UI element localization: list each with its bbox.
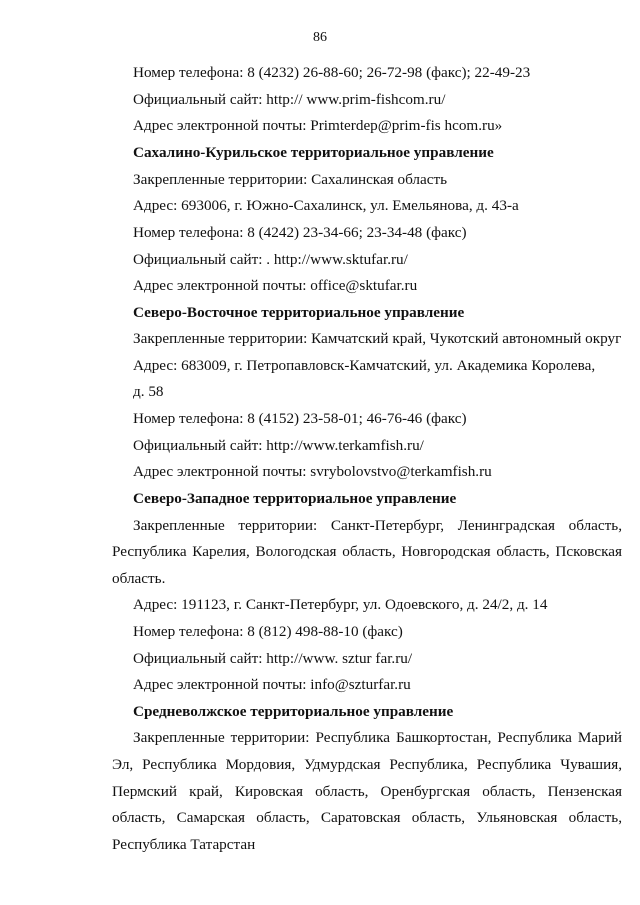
- text-line: Адрес: 191123, г. Санкт-Петербург, ул. Одоевского, д. 24/2, д. 14: [133, 596, 548, 613]
- text-line: Номер телефона: 8 (4232) 26-88-60; 26-72-98 (факс); 22-49-23: [133, 64, 531, 81]
- text-line: Адрес электронной почты: svrybolovstvo@terkamfish.ru: [133, 463, 492, 480]
- text-line: Номер телефона: 8 (4152) 23-58-01; 46-76-46 (факс): [133, 410, 467, 427]
- text-line: Адрес: 683009, г. Петропавловск-Камчатский, ул. Академика Королева,: [133, 357, 596, 374]
- text-line: Официальный сайт: http://www.terkamfish.ru/: [133, 437, 424, 454]
- text-line: Республика Татарстан: [112, 836, 256, 853]
- section-heading: Сахалино-Курильское территориальное управление: [133, 144, 494, 161]
- text-line: Официальный сайт: http:// www.prim-fishcom.ru/: [133, 91, 446, 108]
- text-line: область.: [112, 570, 166, 587]
- text-line: Республика Карелия, Вологодская область, Новгородская область, Псковская: [112, 543, 622, 560]
- page-number: 86: [313, 30, 327, 45]
- text-line: Закрепленные территории: Санкт-Петербург, Ленинградская область,: [133, 517, 622, 534]
- text-line: Номер телефона: 8 (4242) 23-34-66; 23-34-48 (факс): [133, 224, 467, 241]
- section-heading: Северо-Западное территориальное управление: [133, 490, 457, 507]
- text-line: Закрепленные территории: Сахалинская область: [133, 171, 448, 188]
- section-heading: Северо-Восточное территориальное управление: [133, 304, 465, 321]
- text-line: Адрес электронной почты: info@szturfar.ru: [133, 676, 411, 693]
- text-line: Адрес: 693006, г. Южно-Сахалинск, ул. Емельянова, д. 43-а: [133, 197, 519, 214]
- text-line: Эл, Республика Мордовия, Удмурдская Республика, Республика Чувашия,: [112, 756, 622, 773]
- text-line: область, Самарская область, Саратовская область, Ульяновская область,: [112, 809, 622, 826]
- text-line: Закрепленные территории: Республика Башкортостан, Республика Марий: [133, 729, 622, 746]
- text-line: Официальный сайт: . http://www.sktufar.ru/: [133, 251, 408, 268]
- text-line: Адрес электронной почты: Primterdep@prim-fis hcom.ru»: [133, 117, 503, 134]
- text-line: Номер телефона: 8 (812) 498-88-10 (факс): [133, 623, 403, 640]
- text-line: Адрес электронной почты: office@sktufar.ru: [133, 277, 418, 294]
- text-line: Пермский край, Кировская область, Оренбургская область, Пензенская: [112, 783, 622, 800]
- text-line: Закрепленные территории: Камчатский край, Чукотский автономный округ: [133, 330, 622, 347]
- text-line: Официальный сайт: http://www. sztur far.ru/: [133, 650, 413, 667]
- section-heading: Средневолжское территориальное управление: [133, 703, 454, 720]
- text-line: д. 58: [133, 383, 164, 400]
